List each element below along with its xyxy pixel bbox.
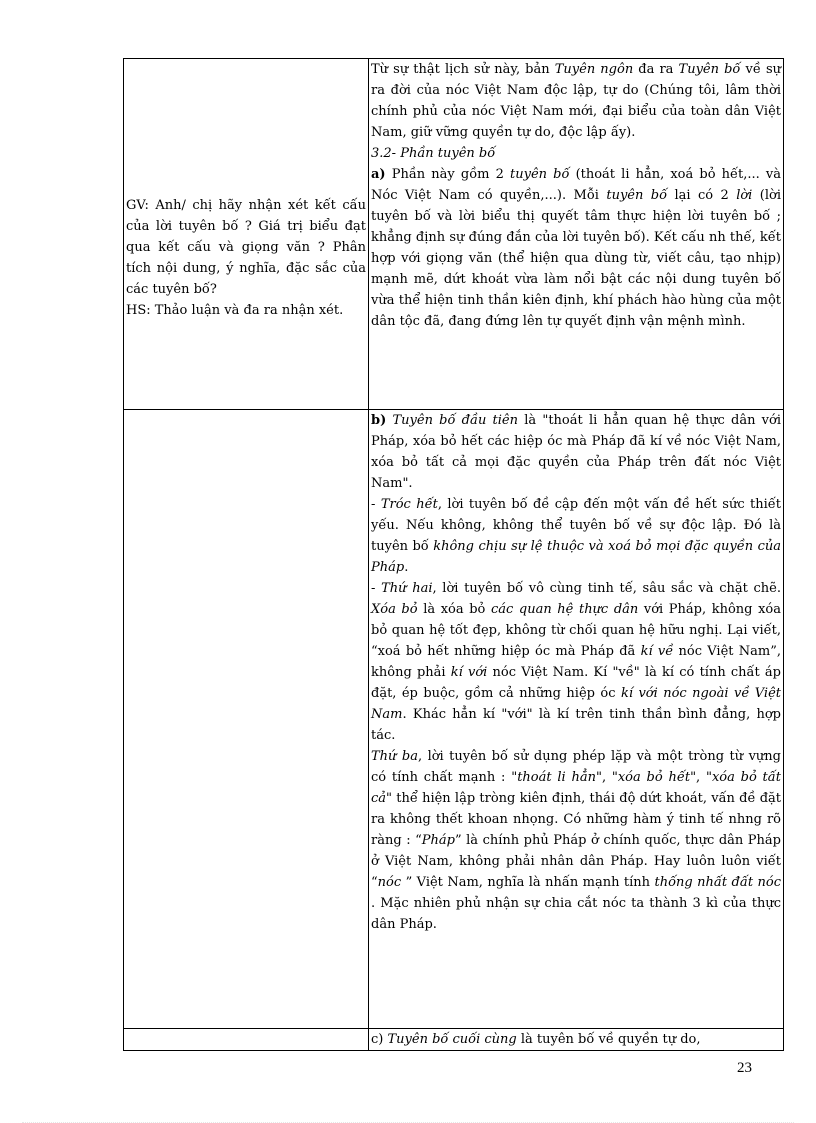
bold-text: b) xyxy=(371,413,387,428)
content-paragraph xyxy=(371,410,781,494)
content-paragraph xyxy=(371,746,781,935)
text-run: c) xyxy=(371,1032,388,1047)
page-number: 23 xyxy=(737,1060,752,1076)
italic-text: các quan hệ thực dân xyxy=(490,602,639,617)
text-run: - xyxy=(371,497,381,512)
content-paragraph xyxy=(371,1029,781,1050)
text-run: . Khác hẳn kí "với" là kí trên tinh thần bình đẳng, hợp tác. xyxy=(371,707,781,743)
italic-text: kí với xyxy=(450,665,488,680)
italic-text: Tuyên bố cuối cùng xyxy=(387,1032,517,1047)
text-run: (thoát li hẳn, xoá bỏ hết,... và Nóc Việt Nam có quyền,...). Mỗi xyxy=(371,167,782,203)
text-run: là "thoát li hẳn quan hệ thực dân với Pháp, xóa bỏ hết các hiệp óc mà Pháp đã kí về nóc Việt Nam, xóa bỏ tất cả mọi đặc quyền của Pháp trên đất nóc Việt Nam". xyxy=(371,413,782,491)
text-run: . xyxy=(404,560,409,575)
italic-text: Thứ ba xyxy=(371,749,418,764)
italic-text: Tróc hết xyxy=(380,497,438,512)
text-run: ", " xyxy=(690,770,712,785)
content-paragraph xyxy=(371,59,781,143)
italic-text: xóa bỏ hết xyxy=(617,770,691,785)
content-paragraph xyxy=(371,578,781,746)
text-run: Từ sự thật lịch sử này, bản xyxy=(371,62,555,77)
italic-text: tuyên bố xyxy=(510,167,570,182)
italic-text: Xóa bỏ xyxy=(371,602,418,617)
table-row xyxy=(124,1029,784,1051)
italic-text: không chịu sự lệ thuộc và xoá bỏ mọi đặc quyền của Pháp xyxy=(371,539,782,575)
italic-text: thoát li hẳn xyxy=(517,770,596,785)
text-run: về sự ra đời của nóc Việt Nam độc lập, tự do (Chúng tôi, lâm thời chính phủ của nóc Việt Nam mới, đại biểu của toàn dân Việt Nam, giữ vững quyền tự do, độc lập ấy). xyxy=(371,62,781,140)
text-run: , lời tuyên bố đề cập đến một vấn đề hết sức thiết yếu. Nếu không, không thể tuyên bố về sự độc lập. Đó là tuyên bố xyxy=(371,497,781,554)
content-cell xyxy=(369,1029,784,1051)
content-paragraph xyxy=(371,164,781,332)
text-run: ", " xyxy=(595,770,618,785)
text-run: là xóa bỏ xyxy=(417,602,491,617)
content-cell xyxy=(369,410,784,1029)
teacher-activity-cell xyxy=(124,1029,369,1051)
text-run: lại có 2 xyxy=(667,188,737,203)
content-cell xyxy=(369,59,784,410)
student-activity: HS: Thảo luận và đa ra nhận xét. xyxy=(126,303,344,318)
text-run: " thể hiện lập tròng kiên định, thái độ dứt khoát, vấn đề đặt ra không thết khoan nhọng. Có những hàm ý tinh tế nhng rõ ràng : “ xyxy=(371,791,781,848)
italic-text: xóa bỏ tất cả xyxy=(371,770,781,806)
content-paragraph xyxy=(371,143,781,164)
text-run: . Mặc nhiên phủ nhận sự chia cắt nóc ta thành 3 kì của thực dân Pháp. xyxy=(371,896,781,932)
table-row xyxy=(124,410,784,1029)
italic-text: Tuyên bố xyxy=(678,62,741,77)
text-run: là tuyên bố về quyền tự do, xyxy=(516,1032,701,1047)
text-run: ” Việt Nam, nghĩa là nhấn mạnh tính xyxy=(405,875,655,890)
teacher-activity-cell xyxy=(124,410,369,1029)
italic-text: Tuyên ngôn xyxy=(554,62,634,77)
table-row xyxy=(124,59,784,410)
italic-text: kí về xyxy=(640,644,674,659)
text-run: Phần này gồm 2 xyxy=(385,167,511,182)
text-run: đa ra xyxy=(633,62,679,77)
text-run: , lời tuyên bố sử dụng phép lặp và một tròng từ vựng có tính chất mạnh : " xyxy=(371,749,781,785)
text-run: nóc Việt Nam”, không phải xyxy=(371,644,782,680)
italic-text: lời xyxy=(736,188,753,203)
italic-text: kí với nóc ngoài về Việt Nam xyxy=(371,686,781,722)
italic-text: Pháp xyxy=(421,833,455,848)
text-run: (lời tuyên bố và lời biểu thị quyết tâm thực hiện lời tuyên bố ; khẳng định sự đúng đắn của lời tuyên bố). Kết cấu nh thế, kết hợp với giọng văn (thể hiện qua dùng từ, viết câu, tạo nhịp) mạnh mẽ, dứt khoát vừa làm nổi bật các nội dung tuyên bố vừa thể hiện tinh thần kiên định, khí phách hào hùng của một dân tộc đã, đang đứng lên tự quyết định vận mệnh mình. xyxy=(371,188,781,329)
text-run: - xyxy=(371,581,382,596)
italic-text: nóc xyxy=(377,875,406,890)
teacher-activity-cell xyxy=(124,59,369,410)
text-run: ” là chính phủ Pháp ở chính quốc, thực dân Pháp ở Việt Nam, không phải nhân dân Pháp. Hay luôn luôn viết “ xyxy=(371,833,782,890)
italic-text: 3.2- Phần tuyên bố xyxy=(371,146,496,161)
text-run: , lời tuyên bố vô cùng tinh tế, sâu sắc và chặt chẽ. xyxy=(432,581,781,596)
italic-text: Tuyên bố đầu tiên xyxy=(392,413,518,428)
lesson-table xyxy=(123,58,784,1051)
teacher-question: GV: Anh/ chị hãy nhận xét kết cấu của lời tuyên bố ? Giá trị biểu đạt qua kết cấu và giọng văn ? Phân tích nội dung, ý nghĩa, đặc sắc của các tuyên bố? xyxy=(126,198,366,297)
italic-text: tuyên bố xyxy=(606,188,668,203)
italic-text: Thứ hai xyxy=(381,581,433,596)
italic-text: thống nhất đất nóc xyxy=(654,875,781,890)
text-run: nóc Việt Nam. Kí "về" là kí có tính chất áp đặt, ép buộc, gồm cả những hiệp óc xyxy=(371,665,781,701)
bold-text: a) xyxy=(371,167,386,182)
text-run: với Pháp, không xóa bỏ quan hệ tốt đẹp, không từ chối quan hệ hữu nghị. Lại viết, “xoá bỏ hết những hiệp óc mà Pháp đã xyxy=(371,602,781,659)
content-paragraph xyxy=(371,494,781,578)
